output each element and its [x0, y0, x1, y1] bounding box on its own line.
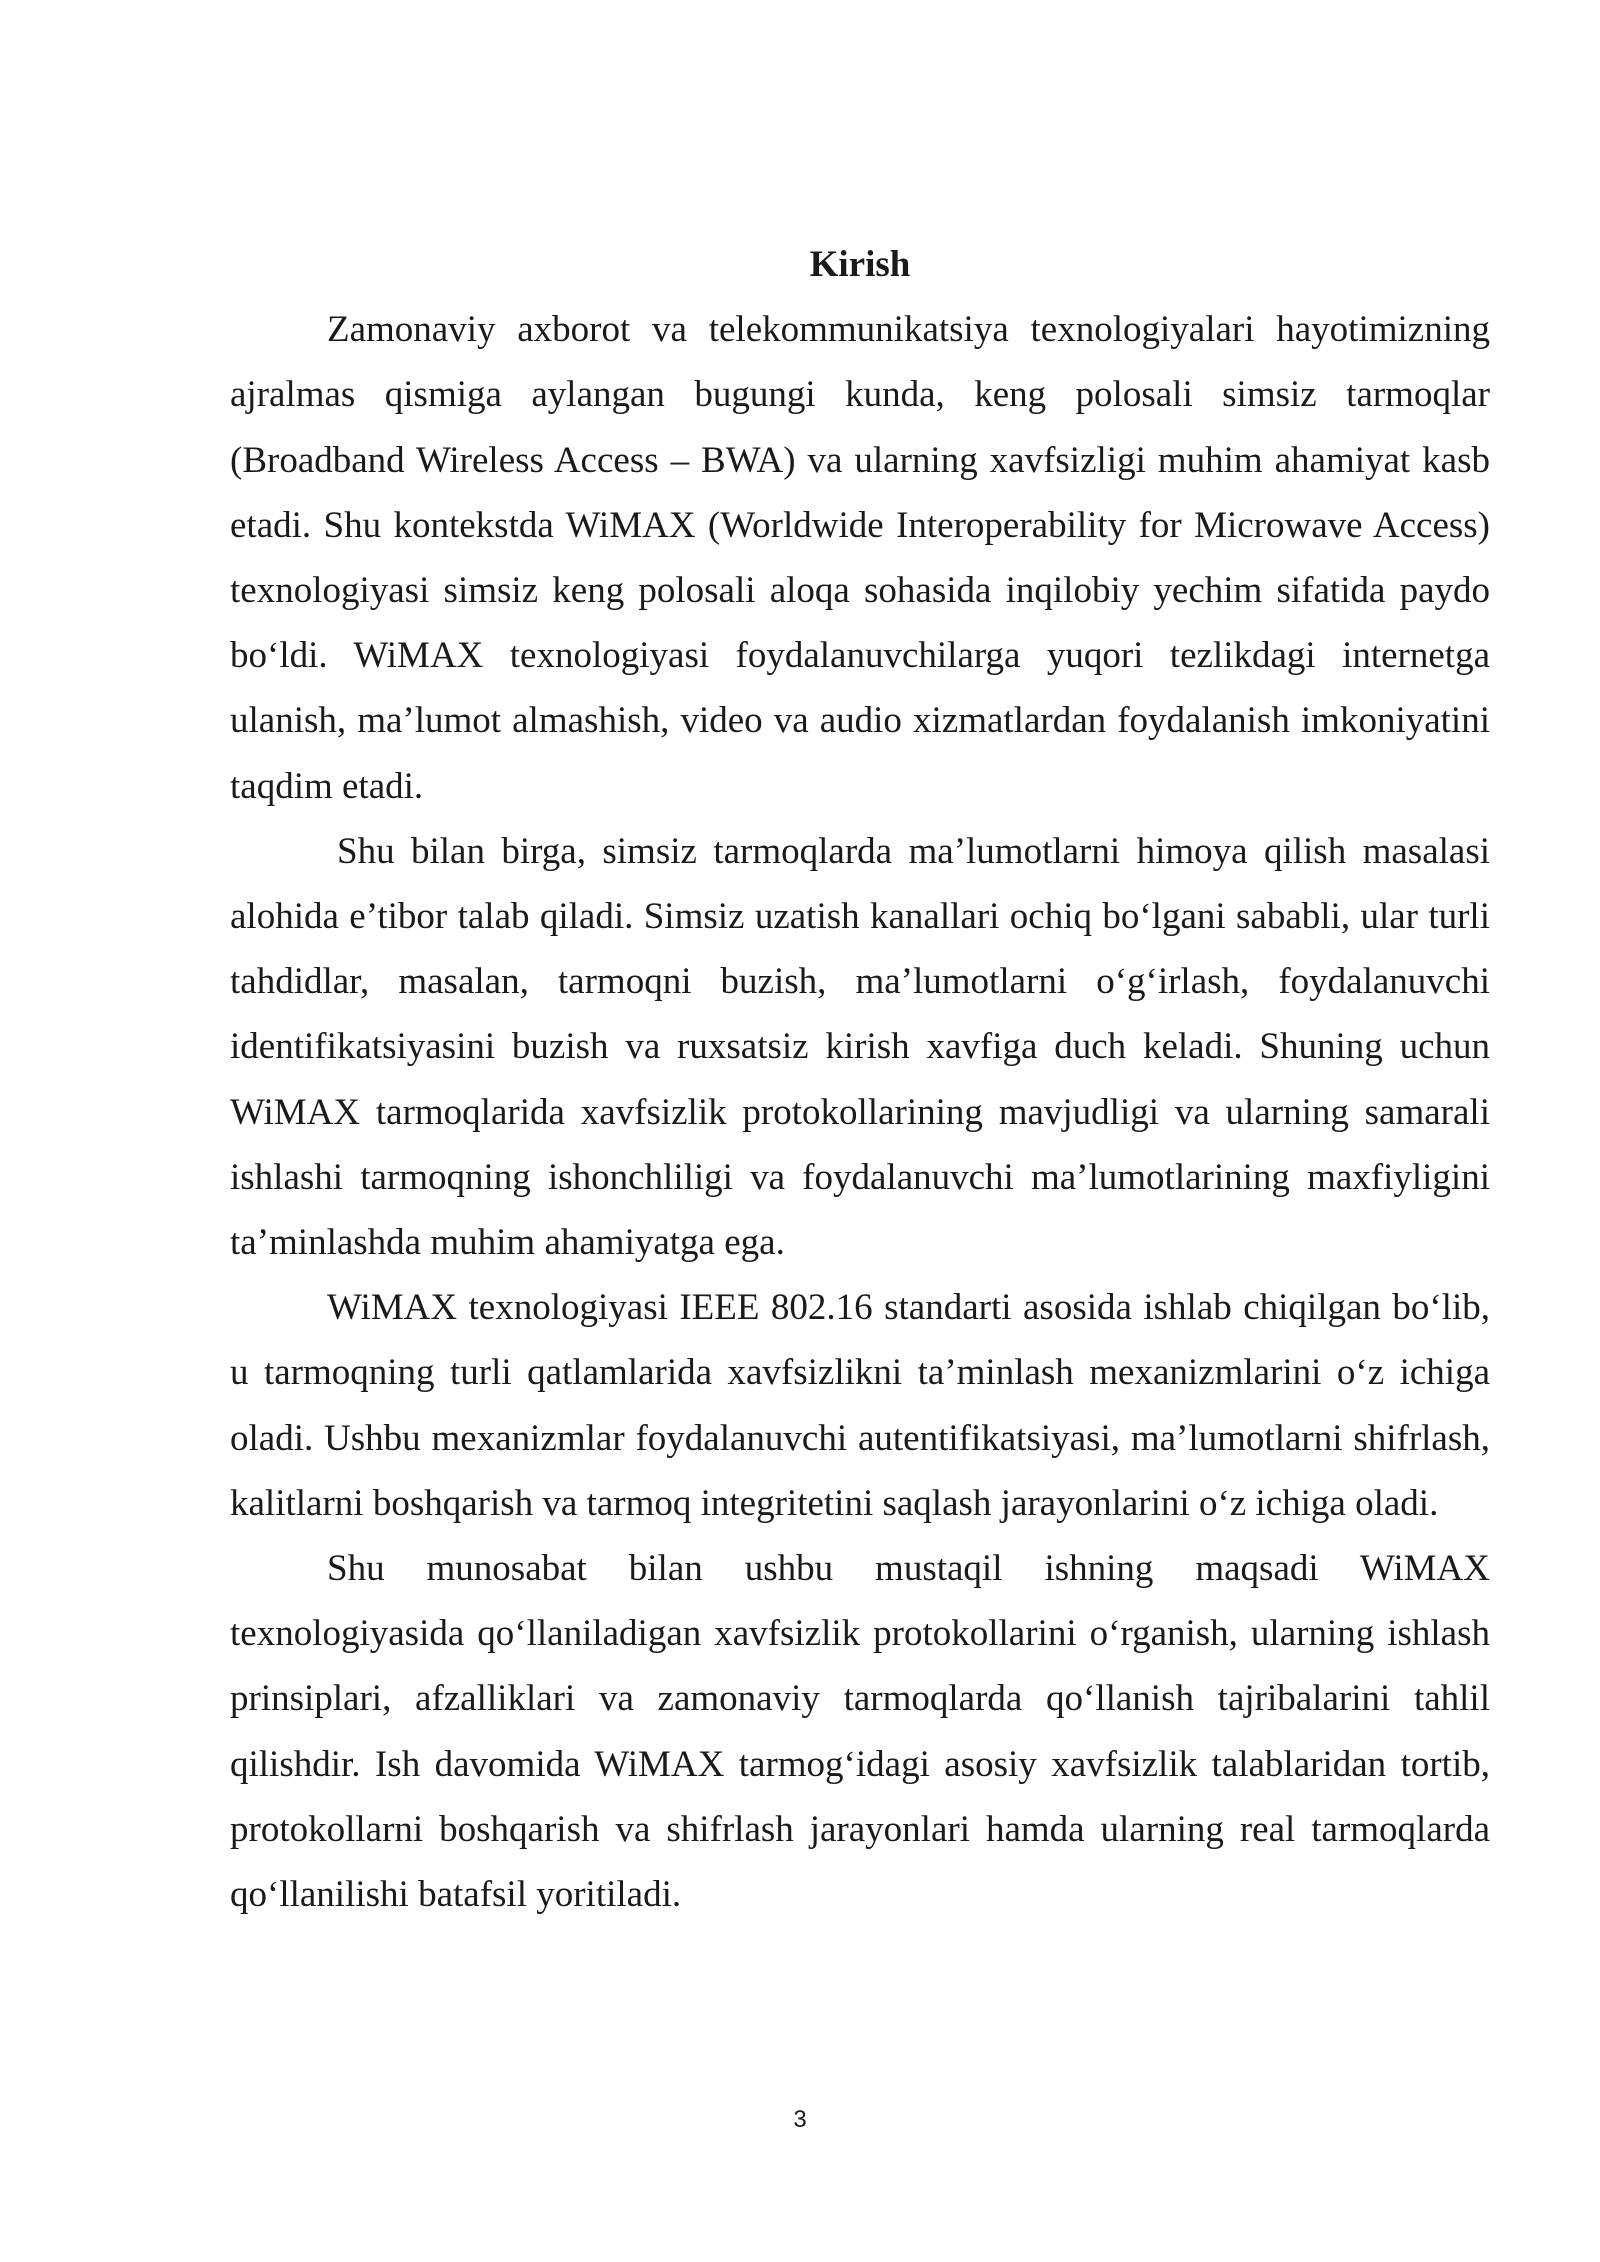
page-title: Kirish	[809, 244, 911, 285]
paragraph-standard: WiMAX texnologiyasi IEEE 802.16 standarti asosida ishlab chiqilgan bo‘lib, u tarmoqning turli qatlamlarida xavfsizlikni ta’minlash mexanizmlarini o‘z ichiga oladi. Ushbu mexanizmlar foydalanuvchi autentifikatsiyasi, ma’lumotlarni shifrlash, kalitlarni boshqarish va tarmoq integritetini saqlash jarayonlarini o‘z ichiga oladi.	[230, 1287, 1490, 1524]
page-number: 3	[793, 2106, 807, 2133]
paragraph-goal: Shu munosabat bilan ushbu mustaqil ishning maqsadi WiMAX texnologiyasida qo‘llaniladigan xavfsizlik protokollarini o‘rganish, ularning ishlash prinsiplari, afzalliklari va zamonaviy tarmoqlarda qo‘llanish tajribalarini tahlil qilishdir. Ish davomida WiMAX tarmog‘idagi asosiy xavfsizlik talablaridan tortib, protokollarni boshqarish va shifrlash jarayonlari hamda ularning real tarmoqlarda qo‘llanilishi batafsil yoritiladi.	[230, 1548, 1490, 1916]
page-body	[230, 232, 1490, 1927]
paragraph-intro: Zamonaviy axborot va telekommunikatsiya texnologiyalari hayotimizning ajralmas qismiga aylangan bugungi kunda, keng polosali simsiz tarmoqlar (Broadband Wireless Access – BWA) va ularning xavfsizligi muhim ahamiyat kasb etadi. Shu kontekstda WiMAX (Worldwide Interoperability for Microwave Access) texnologiyasi simsiz keng polosali aloqa sohasida inqilobiy yechim sifatida paydo bo‘ldi. WiMAX texnologiyasi foydalanuvchilarga yuqori tezlikdagi internetga ulanish, ma’lumot almashish, video va audio xizmatlardan foydalanish imkoniyatini taqdim etadi.	[230, 309, 1490, 807]
paragraph-security: Shu bilan birga, simsiz tarmoqlarda ma’lumotlarni himoya qilish masalasi alohida e’tibor talab qiladi. Simsiz uzatish kanallari ochiq bo‘lgani sababli, ular turli tahdidlar, masalan, tarmoqni buzish, ma’lumotlarni o‘g‘irlash, foydalanuvchi identifikatsiyasini buzish va ruxsatsiz kirish xavfiga duch keladi. Shuning uchun WiMAX tarmoqlarida xavfsizlik protokollarining mavjudligi va ularning samarali ishlashi tarmoqning ishonchliligi va foydalanuvchi ma’lumotlarining maxfiyligini ta’minlashda muhim ahamiyatga ega.	[230, 830, 1490, 1264]
